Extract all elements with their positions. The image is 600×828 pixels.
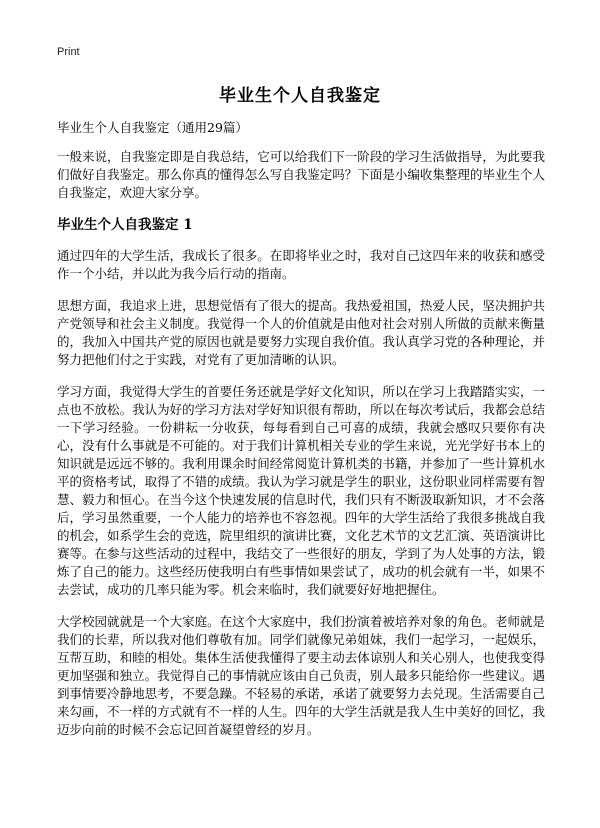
document-subtitle: 毕业生个人自我鉴定（通用29篇）	[57, 120, 248, 135]
paragraph-summary: 通过四年的大学生活，我成长了很多。在即将毕业之时，我对自己这四年来的收获和感受作一个小结，并以此为我今后行动的指南。	[57, 248, 545, 281]
intro-paragraph: 一般来说，自我鉴定即是自我总结，它可以给我们下一阶段的学习生活做指导，为此要我们做好自我鉴定。那么你真的懂得怎么写自我鉴定吗？下面是小编收集整理的毕业生个人自我鉴定，欢迎大家分享。	[57, 149, 545, 200]
section-heading: 毕业生个人自我鉴定 1	[57, 217, 193, 233]
paragraph-campus-life: 大学校园就就是一个大家庭。在这个大家庭中，我们扮演着被培养对象的角色。老师就是我们的长辈，所以我对他们尊敬有加。同学们就像兄弟姐妹，我们一起学习，一起娱乐，互帮互助，和睦的相处。集体生活使我懂得了要主动去体谅别人和关心别人，也使我变得更加坚强和独立。我觉得自己的事情就应该由自己负责，别人最多只能给你一些建议。遇到事情要冷静地思考，不要急躁。不轻易的承诺，承诺了就要努力去兑现。生活需要自己来勾画，不一样的方式就有不一样的人生。四年的大学生活就是我人生中美好的回忆，我迈步向前的时候不会忘记回首凝望曾经的岁月。	[57, 614, 545, 737]
document-body	[57, 119, 545, 753]
paragraph-thought: 思想方面，我追求上进，思想觉悟有了很大的提高。我热爱祖国，热爱人民，坚决拥护共产党领导和社会主义制度。我觉得一个人的价值就是由他对社会对别人所做的贡献来衡量的，我加入中国共产党的原因也就是要努力实现自我价值。我认真学习党的各种理论，并努力把他们付之于实践，对党有了更加清晰的认识。	[57, 298, 545, 367]
print-link[interactable]: Print	[57, 46, 80, 58]
paragraph-study: 学习方面，我觉得大学生的首要任务还就是学好文化知识，所以在学习上我踏踏实实，一点也不放松。我认为好的学习方法对学好知识很有帮助，所以在每次考试后，我都会总结一下学习经验。一份耕耘一分收获，每每看到自己可喜的成绩，我就会感叹只要你有决心，没有什么事就是不可能的。对于我们计算机相关专业的学生来说，光光学好书本上的知识就是远远不够的。我利用课余时间经常阅览计算机类的书籍，并参加了一些计算机水平的资格考试，取得了不错的成绩。我认为学习就是学生的职业，这份职业同样需要有智慧、毅力和恒心。在当今这个快速发展的信息时代，我们只有不断汲取新知识，才不会落后，学习虽然重要，一个人能力的培养也不容忽视。四年的大学生活给了我很多挑战自我的机会，如系学生会的竞选，院里组织的演讲比赛，文化艺术节的文艺汇演、英语演讲比赛等。在参与这些活动的过程中，我结交了一些很好的朋友，学到了为人处事的方法，锻炼了自己的能力。这些经历使我明白有些事情如果尝试了，成功的机会就有一半，如果不去尝试，成功的几率只能为零。机会来临时，我们就要好好地把握住。	[57, 384, 545, 597]
document-title: 毕业生个人自我鉴定	[219, 86, 381, 106]
